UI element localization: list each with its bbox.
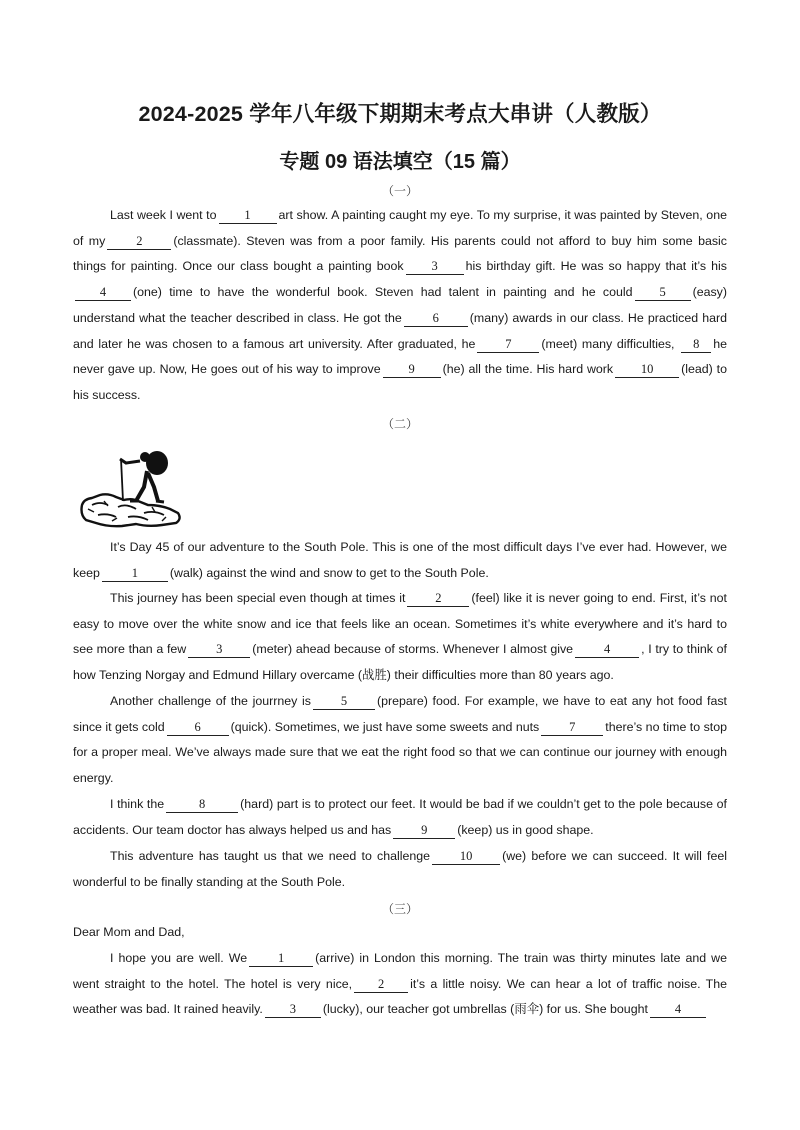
text: (meet) many difficulties, bbox=[541, 336, 675, 351]
text: he never gave up. Now, He goes out of his way to improve bbox=[73, 336, 727, 377]
text: his birthday gift. He was so happy that it’s his bbox=[465, 259, 727, 274]
text: This journey has been special even though at times it bbox=[110, 591, 406, 605]
blank-6: 6 bbox=[167, 720, 229, 736]
blank-10: 10 bbox=[432, 849, 500, 865]
text: (prepare) food. For example, we have to eat any hot food fast since it gets cold bbox=[73, 694, 727, 734]
blank-3: 3 bbox=[406, 259, 464, 275]
blank-3: 3 bbox=[265, 1002, 321, 1018]
text: (lead) to his success. bbox=[73, 362, 727, 402]
section-2-paragraph-3 bbox=[73, 689, 727, 792]
blank-2: 2 bbox=[354, 977, 408, 993]
page-subtitle: 专题 09 语法填空（15 篇） bbox=[279, 151, 521, 173]
text: Another challenge of the jourrney is bbox=[110, 694, 311, 708]
section-label-3: （三） bbox=[381, 902, 418, 916]
blank-1: 1 bbox=[102, 566, 168, 582]
blank-1: 1 bbox=[249, 951, 313, 967]
section-3-paragraph-1 bbox=[73, 946, 727, 1023]
text: I think the bbox=[110, 797, 165, 811]
hiker-illustration-icon bbox=[78, 443, 184, 529]
section-label-2: （二） bbox=[381, 417, 418, 431]
text: art show. A painting caught my eye. To my surprise, it was painted by Steven, one of my bbox=[73, 208, 727, 248]
text: (easy) understand what the teacher described in class. He got the bbox=[73, 285, 727, 325]
section-2-paragraph-2 bbox=[73, 586, 727, 689]
text: (hard) part is to protect our feet. It would be bad if we couldn’t get to the pole because of accidents. Our team doctor has always helped us and has bbox=[73, 797, 727, 837]
blank-8: 8 bbox=[681, 337, 711, 353]
text: it’s a little noisy. We can hear a lot of traffic noise. The weather was bad. It rained heavily. bbox=[73, 976, 727, 1017]
text: (one) time to have the wonderful book. Steven had talent in painting and he could bbox=[133, 285, 633, 300]
section-2-paragraph-5 bbox=[73, 844, 727, 895]
text: (many) awards in our class. He practiced hard and later he was chosen to a famous art university. After graduated, he bbox=[73, 310, 727, 351]
blank-7: 7 bbox=[541, 720, 603, 736]
text: (lucky), our teacher got umbrellas (雨伞) for us. She bought bbox=[322, 1002, 648, 1017]
text: (feel) like it is never going to end. First, it’s not easy to move over the white snow and ice that feels like an ocean. Sometimes it’s white everywhere and it’s hard to see more than a few bbox=[73, 591, 727, 657]
text: there’s no time to stop for a proper meal. We’ve always made sure that we eat the right food so that we can continue our journey with enough energy. bbox=[73, 719, 727, 786]
text: It’s Day 45 of our adventure to the South Pole. This is one of the most difficult days I’ve ever had. However, we keep bbox=[73, 540, 727, 580]
blank-10: 10 bbox=[615, 362, 679, 378]
blank-9: 9 bbox=[393, 823, 455, 839]
text: (he) all the time. His hard work bbox=[442, 362, 614, 377]
text: , I try to think of how Tenzing Norgay and Edmund Hillary overcame (战胜) their difficulties more than 80 years ago. bbox=[73, 642, 727, 683]
blank-1: 1 bbox=[219, 208, 277, 224]
text: This adventure has taught us that we need to challenge bbox=[110, 849, 431, 863]
text: (meter) ahead because of storms. Whenever I almost give bbox=[252, 642, 574, 657]
text: (keep) us in good shape. bbox=[457, 822, 594, 837]
text: Last week I went to bbox=[110, 208, 217, 222]
section-2-paragraph-4 bbox=[73, 792, 727, 843]
text: (arrive) in London this morning. The train was thirty minutes late and we went straight to the hotel. The hotel is very nice, bbox=[73, 951, 728, 991]
text: (quick). Sometimes, we just have some sweets and nuts bbox=[230, 719, 540, 734]
text: (we) before we can succeed. It will feel wonderful to be finally standing at the South Pole. bbox=[73, 849, 727, 889]
text: (classmate). Steven was from a poor family. His parents could not afford to buy him some basic things for painting. Once our class bought a painting book bbox=[73, 233, 728, 274]
blank-4: 4 bbox=[650, 1002, 706, 1018]
letter-greeting: Dear Mom and Dad, bbox=[73, 925, 185, 939]
blank-7: 7 bbox=[477, 337, 539, 353]
text: I hope you are well. We bbox=[110, 951, 248, 965]
blank-5: 5 bbox=[635, 285, 691, 301]
blank-8: 8 bbox=[166, 797, 238, 813]
blank-6: 6 bbox=[404, 311, 468, 327]
blank-3: 3 bbox=[188, 642, 250, 658]
blank-4: 4 bbox=[575, 642, 639, 658]
blank-4: 4 bbox=[75, 285, 131, 301]
blank-2: 2 bbox=[107, 234, 171, 250]
section-2-paragraph-1 bbox=[73, 535, 727, 586]
text: (walk) against the wind and snow to get to the South Pole. bbox=[169, 565, 489, 580]
section-label-1: （一） bbox=[381, 184, 418, 198]
blank-9: 9 bbox=[383, 362, 441, 378]
blank-2: 2 bbox=[407, 591, 469, 607]
section-1-paragraph bbox=[73, 203, 727, 409]
blank-5: 5 bbox=[313, 694, 375, 710]
page-title: 2024-2025 学年八年级下期期末考点大串讲（人教版） bbox=[138, 102, 662, 126]
